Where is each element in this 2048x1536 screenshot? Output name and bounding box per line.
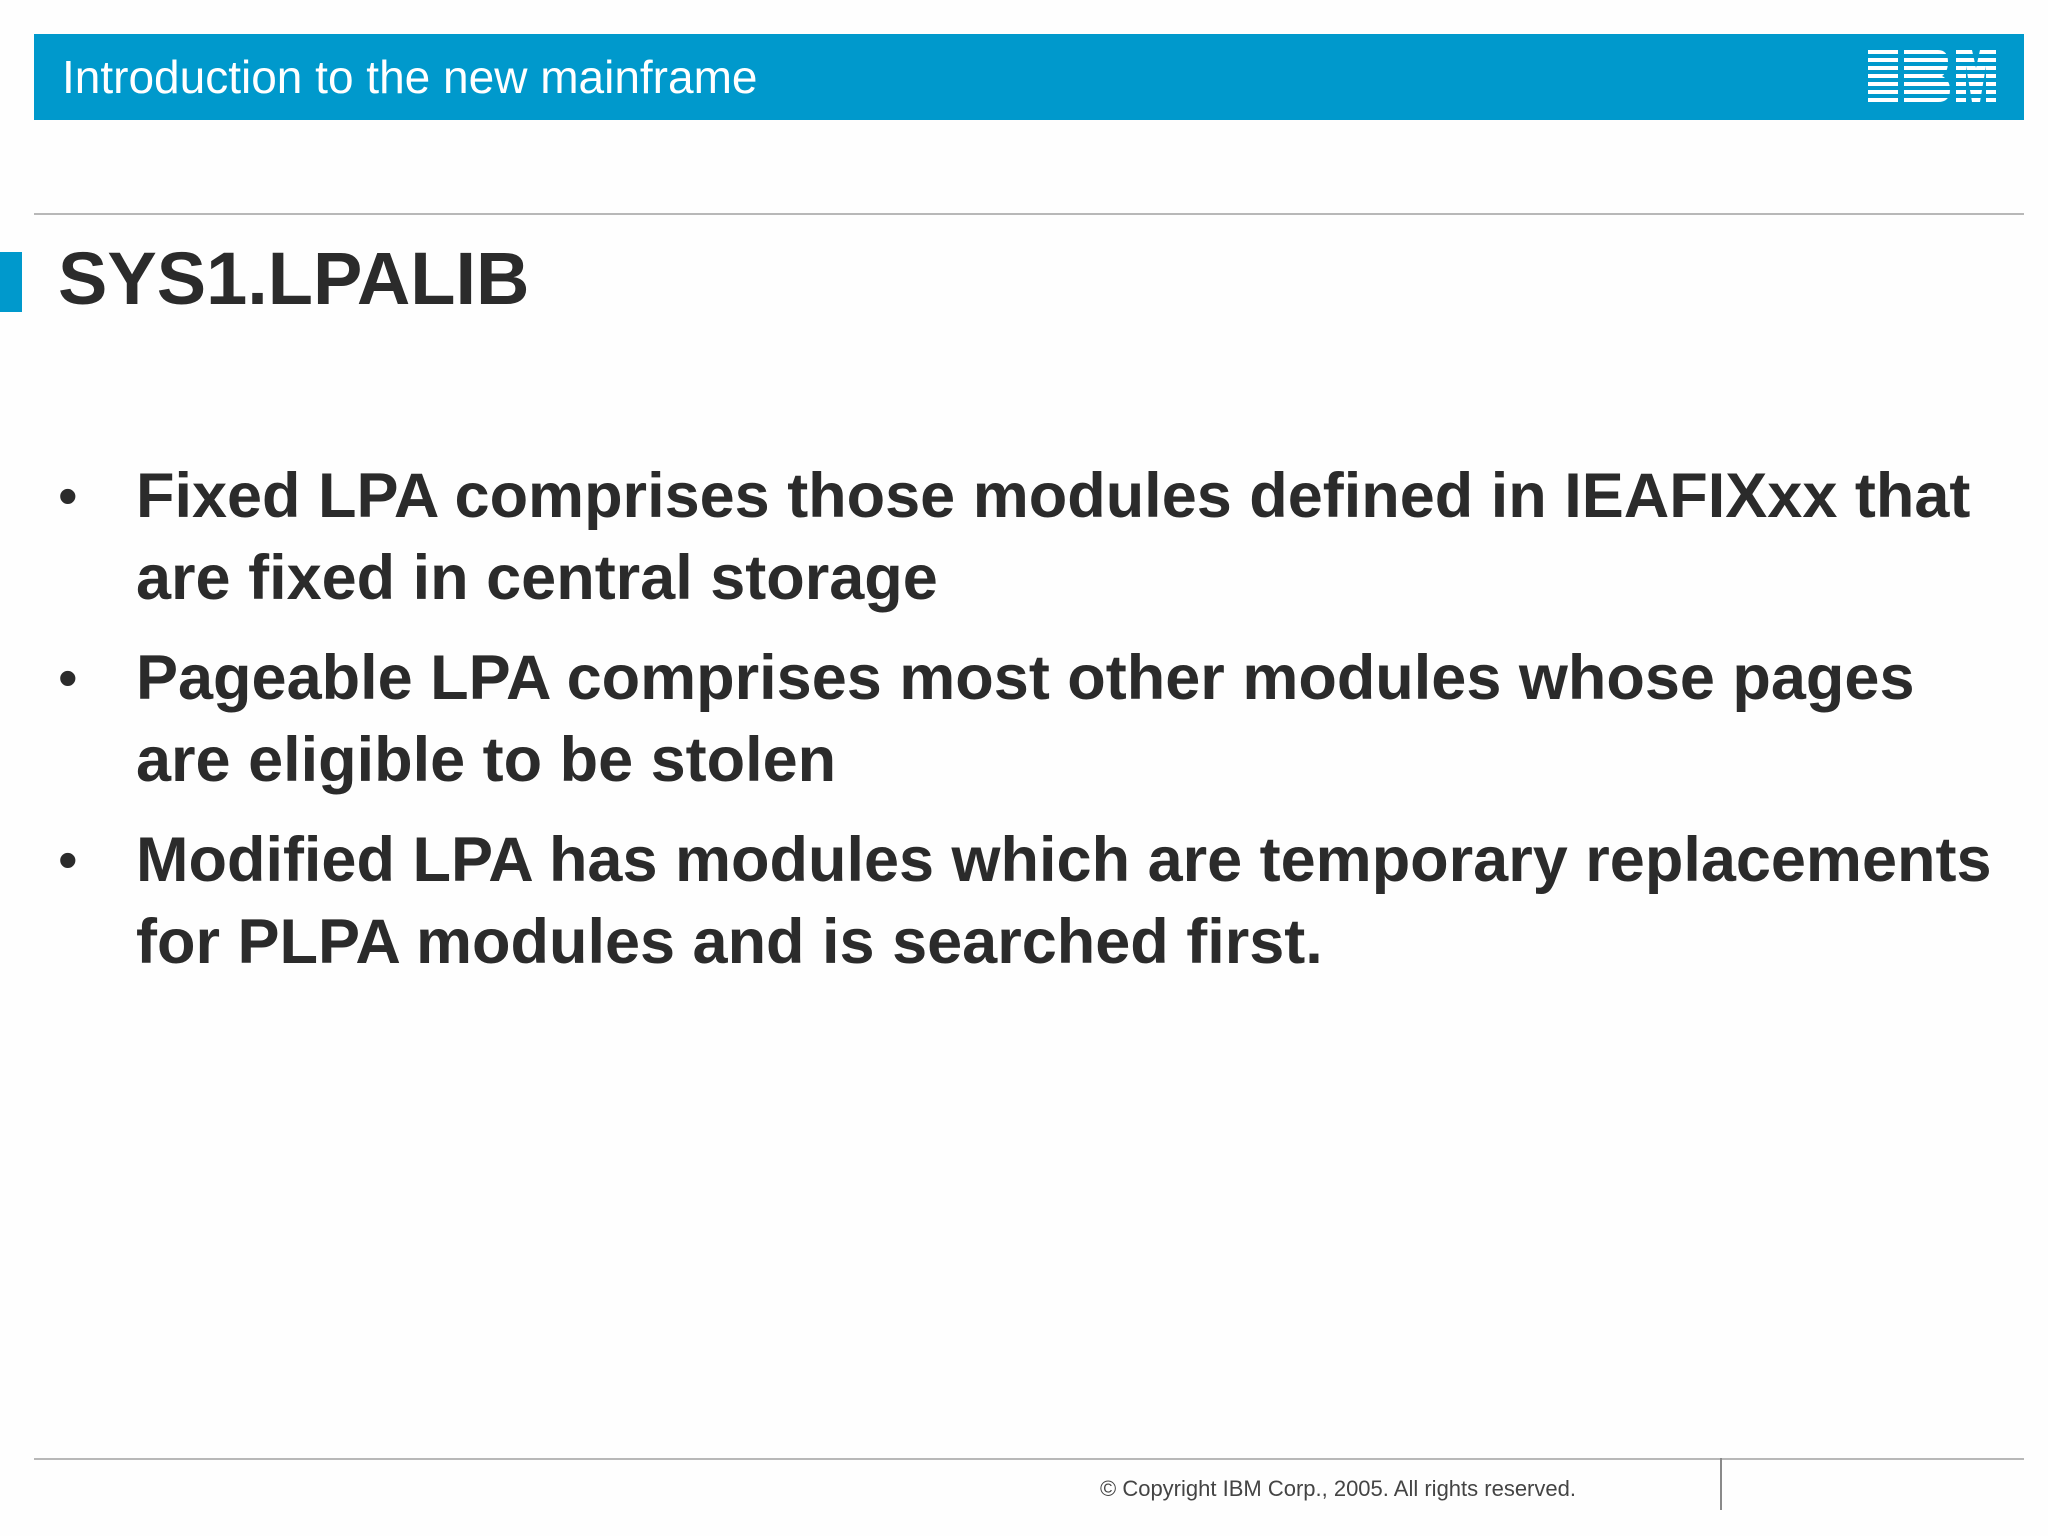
bullet-text: Pageable LPA comprises most other modules whose pages are eligible to be stolen: [136, 643, 1915, 795]
bullet-dot-icon: •: [58, 464, 78, 527]
bullet-item: [56, 819, 2016, 983]
bullet-item: [56, 637, 2016, 801]
bullet-list: [56, 455, 2016, 1001]
ibm-logo: [1868, 50, 1996, 102]
top-rule: [34, 213, 2024, 215]
footer-divider: [1720, 1458, 1722, 1510]
bullet-dot-icon: •: [58, 828, 78, 891]
header-title: Introduction to the new mainframe: [62, 51, 758, 103]
bullet-item: [56, 455, 2016, 619]
title-marker: [0, 252, 22, 312]
copyright-text: © Copyright IBM Corp., 2005. All rights reserved.: [1100, 1476, 1576, 1501]
slide-title: SYS1.LPALIB: [58, 237, 530, 320]
header-bar: [34, 34, 2024, 120]
bullet-dot-icon: •: [58, 646, 78, 709]
bullet-text: Modified LPA has modules which are temporary replacements for PLPA modules and is searched first.: [136, 825, 1992, 977]
bottom-rule: [34, 1458, 2024, 1460]
bullet-text: Fixed LPA comprises those modules defined in IEAFIXxx that are fixed in central storage: [136, 461, 1971, 613]
